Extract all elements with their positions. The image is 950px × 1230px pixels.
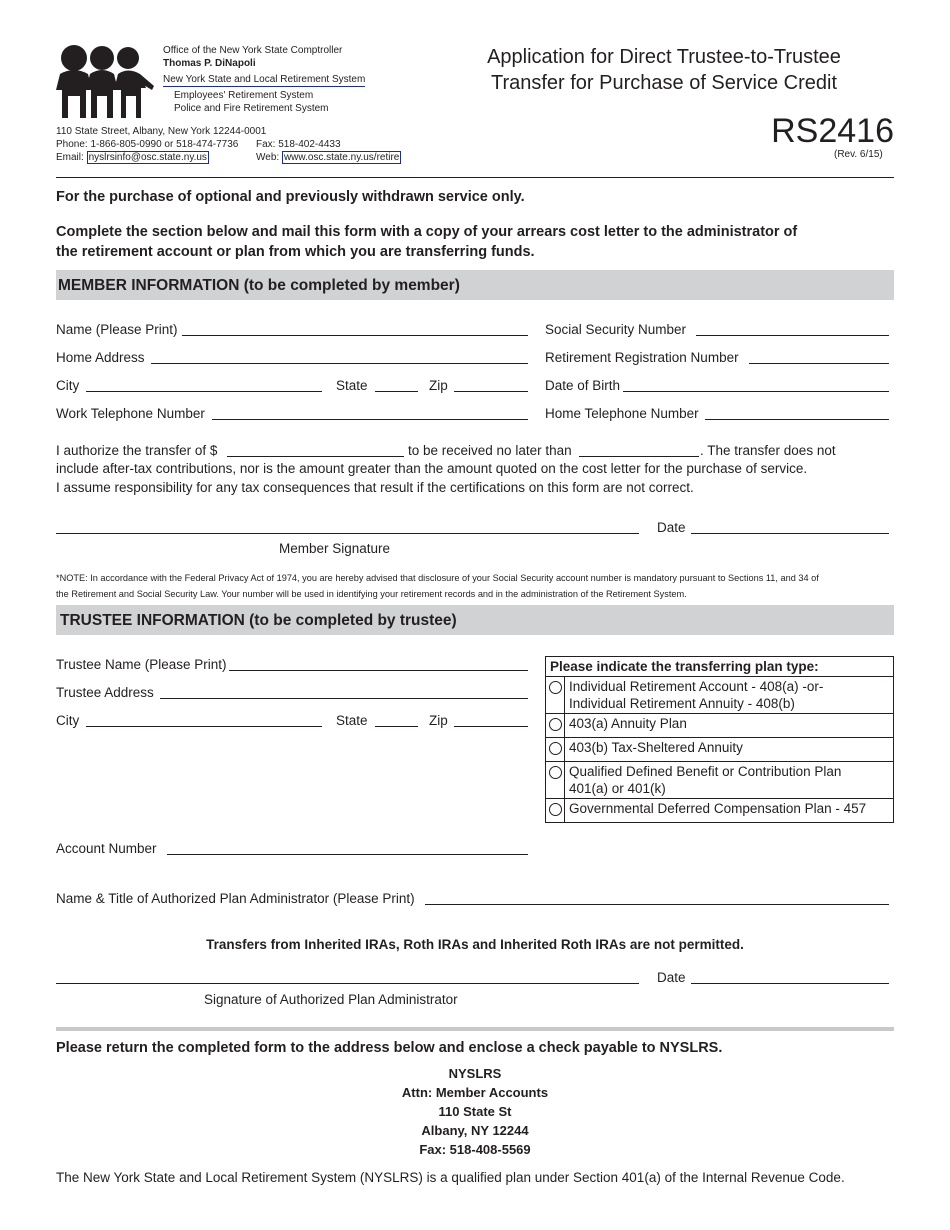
member-date-field[interactable] xyxy=(691,533,889,534)
plan-401-line2: 401(a) or 401(k) xyxy=(569,781,666,796)
transfer-amount-field[interactable] xyxy=(227,456,404,457)
member-name-label: Name (Please Print) xyxy=(56,322,178,337)
plan-403b-label: 403(b) Tax-Sheltered Annuity xyxy=(565,738,894,762)
transfer-date-field[interactable] xyxy=(579,456,699,457)
privacy-note xyxy=(56,570,819,602)
return-address-line1: NYSLRS xyxy=(448,1066,502,1081)
return-address-fax: Fax: 518-408-5569 xyxy=(419,1142,531,1157)
ers-name: Employees' Retirement System xyxy=(174,90,314,101)
header-divider xyxy=(56,177,894,178)
form-title-line1: Application for Direct Trustee-to-Trustee xyxy=(487,46,841,68)
auth-statement-end: . The transfer does not xyxy=(700,443,836,458)
mailing-address: 110 State Street, Albany, New York 12244-0001 xyxy=(56,126,267,137)
trustee-state-label: State xyxy=(336,713,368,728)
plan-401-label xyxy=(565,762,894,799)
trustee-city-field[interactable] xyxy=(86,726,322,727)
account-number-field[interactable] xyxy=(167,854,528,855)
zip-field[interactable] xyxy=(454,391,528,392)
plan-ira-line1: Individual Retirement Account - 408(a) -or- xyxy=(569,679,824,694)
email-label: Email: xyxy=(56,152,84,163)
trustee-zip-label: Zip xyxy=(429,713,448,728)
nyslrs-logo xyxy=(56,44,160,120)
plan-403a-label: 403(a) Annuity Plan xyxy=(565,714,894,738)
trustee-section-header xyxy=(56,605,894,635)
privacy-note-line1: *NOTE: In accordance with the Federal Privacy Act of 1974, you are hereby advised that disclosure of your Social Security account number is mandatory pursuant to Sections 11, and 34 of xyxy=(56,573,819,583)
admin-date-field[interactable] xyxy=(691,983,889,984)
home-phone-field[interactable] xyxy=(705,419,889,420)
trustee-section-title: TRUSTEE INFORMATION (to be completed by trustee) xyxy=(60,612,457,629)
return-instructions: Please return the completed form to the address below and enclose a check payable to NYSLRS. xyxy=(56,1040,723,1056)
auth-amount-label: I authorize the transfer of $ xyxy=(56,443,218,458)
form-revision: (Rev. 6/15) xyxy=(834,149,883,160)
ssn-field[interactable] xyxy=(696,335,889,336)
plan-ira-radio[interactable] xyxy=(549,681,562,694)
web-line xyxy=(256,151,401,164)
return-address xyxy=(56,1064,894,1159)
zip-label: Zip xyxy=(429,378,448,393)
comptroller-name: Thomas P. DiNapoli xyxy=(163,58,256,69)
trustee-address-label: Trustee Address xyxy=(56,685,154,700)
admin-signature-label: Signature of Authorized Plan Administrator xyxy=(204,992,458,1007)
admin-signature-field[interactable] xyxy=(56,983,639,984)
plan-401-line1: Qualified Defined Benefit or Contribution Plan xyxy=(569,764,842,779)
member-date-label: Date xyxy=(657,520,686,535)
account-number-label: Account Number xyxy=(56,841,157,856)
trustee-address-field[interactable] xyxy=(160,698,528,699)
registration-number-label: Retirement Registration Number xyxy=(545,350,739,365)
form-number: RS2416 xyxy=(771,112,894,150)
return-address-line3: 110 State St xyxy=(438,1104,512,1119)
auth-date-label: to be received no later than xyxy=(408,443,572,458)
intro-instructions xyxy=(56,222,797,262)
fax-number: Fax: 518-402-4433 xyxy=(256,139,341,150)
member-signature-field[interactable] xyxy=(56,533,639,534)
trustee-state-field[interactable] xyxy=(375,726,418,727)
member-section-header xyxy=(56,270,894,300)
intro-purpose: For the purchase of optional and previously withdrawn service only. xyxy=(56,189,525,205)
home-address-label: Home Address xyxy=(56,350,145,365)
work-phone-field[interactable] xyxy=(212,419,528,420)
plan-457-radio[interactable] xyxy=(549,803,562,816)
dob-label: Date of Birth xyxy=(545,378,621,393)
plan-admin-name-field[interactable] xyxy=(425,904,889,905)
email-line xyxy=(56,151,209,164)
city-label: City xyxy=(56,378,80,393)
intro-instructions-line2: the retirement account or plan from which you are transferring funds. xyxy=(56,244,535,260)
plan-401-radio[interactable] xyxy=(549,766,562,779)
plan-403b-radio[interactable] xyxy=(549,742,562,755)
qualified-plan-note: The New York State and Local Retirement System (NYSLRS) is a qualified plan under Section 401(a) of the Internal Revenue Code. xyxy=(56,1170,845,1185)
phone-numbers: Phone: 1-866-805-0990 or 518-474-7736 xyxy=(56,139,239,150)
intro-instructions-line1: Complete the section below and mail this form with a copy of your arrears cost letter to the administrator of xyxy=(56,224,798,240)
auth-statement-line3: I assume responsibility for any tax consequences that result if the certifications on this form are not correct. xyxy=(56,480,694,495)
form-title xyxy=(430,44,898,96)
auth-statement-line2: include after-tax contributions, nor is the amount greater than the amount quoted on the cost letter for the purchase of service. xyxy=(56,461,808,476)
state-field[interactable] xyxy=(375,391,418,392)
trustee-city-label: City xyxy=(56,713,80,728)
home-phone-label: Home Telephone Number xyxy=(545,406,699,421)
dob-field[interactable] xyxy=(623,391,889,392)
member-signature-label: Member Signature xyxy=(279,541,391,556)
plan-admin-name-label: Name & Title of Authorized Plan Administrator (Please Print) xyxy=(56,891,415,906)
plan-type-table xyxy=(545,656,894,823)
ssn-label: Social Security Number xyxy=(545,322,687,337)
plan-457-label: Governmental Deferred Compensation Plan - 457 xyxy=(565,799,894,823)
home-address-field[interactable] xyxy=(151,363,528,364)
system-name: New York State and Local Retirement System xyxy=(163,74,366,85)
registration-number-field[interactable] xyxy=(749,363,889,364)
trustee-name-field[interactable] xyxy=(229,670,528,671)
not-permitted-notice: Transfers from Inherited IRAs, Roth IRAs and Inherited Roth IRAs are not permitted. xyxy=(206,937,744,952)
web-label: Web: xyxy=(256,152,280,163)
email-link[interactable]: nyslrsinfo@osc.state.ny.us xyxy=(88,152,207,163)
plan-type-header: Please indicate the transferring plan type: xyxy=(546,657,894,677)
admin-date-label: Date xyxy=(657,970,686,985)
plan-ira-line2: Individual Retirement Annuity - 408(b) xyxy=(569,696,795,711)
pfrs-name: Police and Fire Retirement System xyxy=(174,103,329,114)
footer-divider xyxy=(56,1027,894,1031)
privacy-note-line2: the Retirement and Social Security Law. Your number will be used in identifying your retirement records and in the administration of the Retirement System. xyxy=(56,589,687,599)
member-name-field[interactable] xyxy=(182,335,528,336)
member-section-title: MEMBER INFORMATION (to be completed by member) xyxy=(58,277,460,294)
return-address-line2: Attn: Member Accounts xyxy=(401,1085,549,1100)
state-label: State xyxy=(336,378,368,393)
trustee-zip-field[interactable] xyxy=(454,726,528,727)
plan-403a-radio[interactable] xyxy=(549,718,562,731)
return-address-line4: Albany, NY 12244 xyxy=(421,1123,529,1138)
plan-ira-label xyxy=(565,677,894,714)
city-field[interactable] xyxy=(86,391,322,392)
web-link[interactable]: www.osc.state.ny.us/retire xyxy=(283,152,400,163)
form-title-line2: Transfer for Purchase of Service Credit xyxy=(490,72,838,94)
work-phone-label: Work Telephone Number xyxy=(56,406,205,421)
trustee-name-label: Trustee Name (Please Print) xyxy=(56,657,227,672)
office-name: Office of the New York State Comptroller xyxy=(163,45,343,56)
